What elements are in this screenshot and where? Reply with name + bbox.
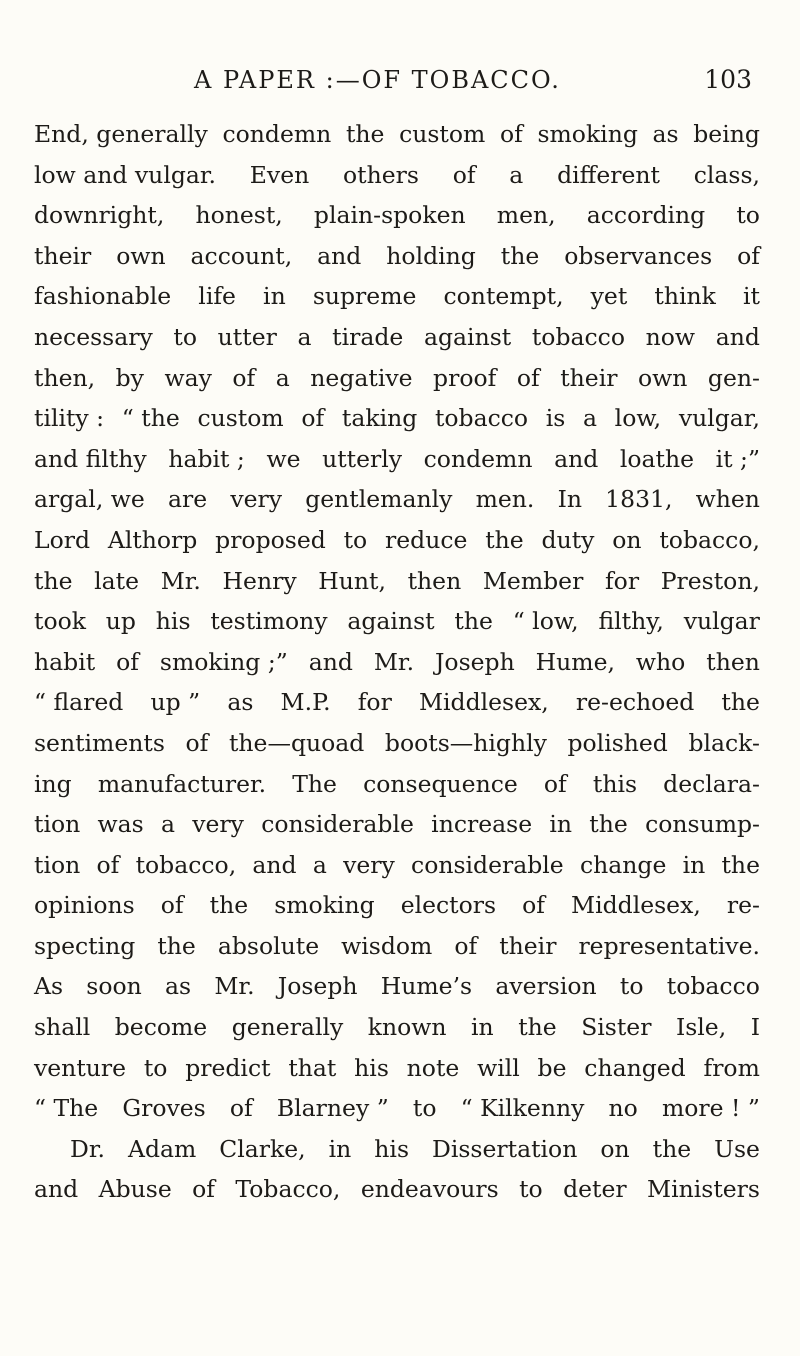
word: Hume’s bbox=[380, 972, 473, 1001]
word: Blarney ” bbox=[276, 1094, 389, 1123]
word: men, bbox=[496, 201, 556, 230]
word: late bbox=[94, 566, 140, 595]
word: downright, bbox=[34, 201, 165, 230]
word: think bbox=[654, 282, 716, 311]
word: be bbox=[537, 1053, 567, 1082]
word: “ Kilkenny bbox=[460, 1094, 585, 1123]
word: honest, bbox=[195, 201, 283, 230]
word: to bbox=[143, 1053, 168, 1082]
word: “ low, bbox=[512, 607, 579, 636]
word: to bbox=[173, 322, 198, 351]
word: to bbox=[519, 1175, 543, 1204]
word: up ” bbox=[150, 688, 201, 717]
text-line bbox=[34, 114, 760, 155]
word: “ the bbox=[121, 404, 180, 433]
word: filthy, bbox=[598, 607, 664, 636]
word: the bbox=[34, 566, 73, 595]
word: deter bbox=[563, 1175, 627, 1204]
word: consequence bbox=[363, 769, 518, 798]
word: aversion bbox=[495, 972, 597, 1001]
word: and bbox=[317, 241, 362, 270]
word: black- bbox=[688, 728, 760, 757]
word: and bbox=[715, 322, 760, 351]
word: as bbox=[165, 972, 192, 1001]
word: of bbox=[96, 850, 120, 879]
word: of bbox=[522, 891, 545, 920]
word: Mr. bbox=[373, 647, 415, 676]
word: their bbox=[34, 241, 92, 270]
text-line bbox=[34, 398, 760, 439]
word: this bbox=[592, 769, 638, 798]
word: very bbox=[192, 810, 244, 839]
text-line bbox=[34, 317, 760, 358]
word: The bbox=[292, 769, 337, 798]
word: Middlesex, bbox=[418, 688, 549, 717]
word: way bbox=[164, 363, 212, 392]
word: tion bbox=[34, 850, 81, 879]
word: to bbox=[343, 525, 368, 554]
word: supreme bbox=[312, 282, 417, 311]
text-line bbox=[34, 682, 760, 723]
word: in bbox=[471, 1013, 494, 1042]
word: of bbox=[499, 120, 523, 148]
word: against bbox=[347, 607, 435, 636]
word: the bbox=[345, 120, 385, 148]
word: of bbox=[301, 404, 325, 433]
text-line bbox=[34, 358, 760, 399]
word: his bbox=[374, 1134, 410, 1163]
text-line bbox=[34, 1007, 760, 1048]
word: necessary bbox=[34, 322, 153, 351]
word: condemn bbox=[423, 444, 533, 473]
word: now bbox=[645, 322, 696, 351]
word: tobacco, bbox=[135, 850, 237, 879]
word: note bbox=[406, 1053, 460, 1082]
word: Isle, bbox=[675, 1013, 727, 1042]
word: it ;” bbox=[715, 444, 760, 473]
word: that bbox=[288, 1053, 337, 1082]
text-line bbox=[34, 723, 760, 764]
word: was bbox=[97, 810, 144, 839]
word: for bbox=[357, 688, 392, 717]
word: the—quoad bbox=[228, 728, 365, 757]
word: ing bbox=[34, 769, 72, 798]
word: contempt, bbox=[443, 282, 564, 311]
word: then bbox=[706, 647, 760, 676]
word: we bbox=[266, 444, 301, 473]
word: smoking bbox=[537, 120, 638, 148]
word: of bbox=[232, 363, 256, 392]
word: the bbox=[518, 1013, 557, 1042]
word: Member bbox=[482, 566, 584, 595]
word: a bbox=[509, 160, 524, 189]
word: Preston, bbox=[660, 566, 760, 595]
word: duty bbox=[541, 525, 595, 554]
word: in bbox=[263, 282, 286, 311]
word: of bbox=[192, 1175, 215, 1204]
word: tion bbox=[34, 810, 81, 839]
text-line bbox=[34, 520, 760, 561]
word: boots—highly bbox=[384, 728, 547, 757]
word: are bbox=[167, 485, 208, 514]
word: tirade bbox=[332, 322, 404, 351]
word: Lord bbox=[34, 525, 91, 554]
word: Henry bbox=[222, 566, 297, 595]
word: his bbox=[155, 607, 191, 636]
word: utter bbox=[217, 322, 277, 351]
word: on bbox=[612, 525, 642, 554]
word: opinions bbox=[34, 891, 135, 920]
text-line bbox=[34, 276, 760, 317]
word: Tobacco, bbox=[235, 1175, 341, 1204]
word: endeavours bbox=[360, 1175, 499, 1204]
word: considerable bbox=[261, 810, 414, 839]
running-header bbox=[34, 60, 760, 100]
word: I bbox=[750, 1013, 760, 1042]
word: and bbox=[252, 850, 297, 879]
word: representative. bbox=[578, 931, 760, 960]
page-number: 103 bbox=[704, 65, 752, 94]
word: wisdom bbox=[341, 931, 433, 960]
word: in bbox=[328, 1134, 352, 1163]
word: to bbox=[736, 201, 760, 230]
word: plain-spoken bbox=[313, 201, 466, 230]
word: “ The bbox=[34, 1094, 99, 1123]
word: the bbox=[209, 891, 249, 920]
word: low, bbox=[614, 404, 662, 433]
word: Clarke, bbox=[219, 1134, 306, 1163]
word: re- bbox=[726, 891, 760, 920]
word: in bbox=[549, 810, 573, 839]
word: changed bbox=[584, 1053, 686, 1082]
word: from bbox=[703, 1053, 760, 1082]
word: of bbox=[516, 363, 540, 392]
word: more ! ” bbox=[661, 1094, 760, 1123]
running-title: A PAPER :—OF TOBACCO. bbox=[194, 66, 561, 94]
word: observances bbox=[564, 241, 713, 270]
word: generally bbox=[231, 1013, 344, 1042]
word: yet bbox=[590, 282, 628, 311]
word: to bbox=[619, 972, 644, 1001]
word: shall bbox=[34, 1013, 91, 1042]
word: venture bbox=[34, 1053, 127, 1082]
word: the bbox=[589, 810, 628, 839]
text-line bbox=[34, 804, 760, 845]
word: habit bbox=[34, 647, 96, 676]
word: in bbox=[682, 850, 706, 879]
word: condemn bbox=[222, 120, 332, 148]
word: the bbox=[157, 931, 196, 960]
word: In bbox=[557, 485, 582, 514]
word: Joseph bbox=[277, 972, 358, 1001]
text-line bbox=[34, 561, 760, 602]
text-line bbox=[34, 926, 760, 967]
word: of bbox=[454, 931, 478, 960]
word: a bbox=[297, 322, 312, 351]
word: consump- bbox=[645, 810, 760, 839]
word: absolute bbox=[217, 931, 320, 960]
word: different bbox=[557, 160, 660, 189]
word: custom bbox=[197, 404, 284, 433]
word: others bbox=[343, 160, 419, 189]
word: to bbox=[412, 1094, 437, 1123]
word: according bbox=[586, 201, 706, 230]
text-line bbox=[34, 966, 760, 1007]
word: specting bbox=[34, 931, 136, 960]
word: class, bbox=[693, 160, 760, 189]
word: M.P. bbox=[280, 688, 331, 717]
word: Hume, bbox=[535, 647, 615, 676]
word: up bbox=[105, 607, 136, 636]
word: the bbox=[721, 850, 760, 879]
word: gentlemanly bbox=[305, 485, 453, 514]
word: as bbox=[652, 120, 679, 148]
word: argal, we bbox=[34, 485, 145, 514]
word: a bbox=[160, 810, 175, 839]
word: it bbox=[743, 282, 760, 311]
text-line bbox=[34, 236, 760, 277]
text-line bbox=[34, 1048, 760, 1089]
word: habit ; bbox=[168, 444, 245, 473]
word: Sister bbox=[581, 1013, 652, 1042]
word: tility : bbox=[34, 404, 105, 433]
word: change bbox=[579, 850, 667, 879]
word: low and vulgar. bbox=[34, 160, 217, 189]
word: Ministers bbox=[647, 1175, 760, 1204]
word: Groves bbox=[122, 1094, 206, 1123]
word: a bbox=[275, 363, 290, 392]
word: and bbox=[554, 444, 599, 473]
word: Hunt, bbox=[318, 566, 386, 595]
word: custom bbox=[399, 120, 486, 148]
word: own bbox=[637, 363, 688, 392]
word: own bbox=[116, 241, 166, 270]
word: for bbox=[604, 566, 640, 595]
word: as bbox=[227, 688, 254, 717]
page-body bbox=[34, 114, 760, 1210]
word: their bbox=[499, 931, 557, 960]
text-line bbox=[34, 1129, 760, 1170]
text-line bbox=[34, 764, 760, 805]
word: account, bbox=[190, 241, 293, 270]
text-line bbox=[34, 845, 760, 886]
word: Even bbox=[249, 160, 310, 189]
word: a bbox=[582, 404, 597, 433]
word: End, generally bbox=[34, 120, 208, 148]
word: proposed bbox=[215, 525, 326, 554]
text-line bbox=[34, 439, 760, 480]
word: loathe bbox=[619, 444, 695, 473]
word: the bbox=[485, 525, 524, 554]
word: of bbox=[160, 891, 184, 920]
word: Use bbox=[714, 1134, 760, 1163]
word: 1831, bbox=[605, 485, 673, 514]
word: become bbox=[114, 1013, 208, 1042]
word: taking bbox=[341, 404, 418, 433]
word: Mr. bbox=[214, 972, 255, 1001]
text-line bbox=[34, 601, 760, 642]
word: on bbox=[600, 1134, 630, 1163]
word: of bbox=[185, 728, 209, 757]
text-line bbox=[34, 1169, 760, 1210]
text-line bbox=[34, 195, 760, 236]
word: gen- bbox=[707, 363, 760, 392]
word: Middlesex, bbox=[571, 891, 701, 920]
word: the bbox=[500, 241, 540, 270]
word: re-echoed bbox=[575, 688, 695, 717]
word: of bbox=[737, 241, 760, 270]
word: predict bbox=[185, 1053, 271, 1082]
word: electors bbox=[400, 891, 497, 920]
word: Joseph bbox=[435, 647, 515, 676]
word: who bbox=[635, 647, 686, 676]
word: “ flared bbox=[34, 688, 124, 717]
word: of bbox=[116, 647, 139, 676]
word: considerable bbox=[411, 850, 564, 879]
text-line bbox=[34, 642, 760, 683]
word: a bbox=[312, 850, 327, 879]
word: life bbox=[198, 282, 236, 311]
word: the bbox=[454, 607, 493, 636]
word: of bbox=[229, 1094, 253, 1123]
word: tobacco bbox=[666, 972, 760, 1001]
word: known bbox=[367, 1013, 447, 1042]
word: tobacco, bbox=[659, 525, 760, 554]
word: the bbox=[721, 688, 760, 717]
word: sentiments bbox=[34, 728, 165, 757]
word: and bbox=[34, 1175, 79, 1204]
word: very bbox=[230, 485, 283, 514]
word: Dissertation bbox=[432, 1134, 578, 1163]
word: polished bbox=[567, 728, 668, 757]
word: Adam bbox=[127, 1134, 197, 1163]
word: increase bbox=[431, 810, 533, 839]
word: of bbox=[452, 160, 476, 189]
word: fashionable bbox=[34, 282, 172, 311]
word: utterly bbox=[322, 444, 403, 473]
word: smoking bbox=[274, 891, 375, 920]
word: vulgar bbox=[683, 607, 760, 636]
word: smoking ;” bbox=[159, 647, 288, 676]
text-line bbox=[34, 885, 760, 926]
word: declara- bbox=[663, 769, 760, 798]
word: testimony bbox=[210, 607, 328, 636]
word: against bbox=[423, 322, 512, 351]
word: Abuse bbox=[98, 1175, 172, 1204]
word: reduce bbox=[385, 525, 468, 554]
word: very bbox=[343, 850, 395, 879]
word: and bbox=[308, 647, 353, 676]
word: tobacco bbox=[434, 404, 529, 433]
word: As bbox=[34, 972, 64, 1001]
word: then bbox=[407, 566, 462, 595]
word: is bbox=[545, 404, 566, 433]
word: took bbox=[34, 607, 86, 636]
text-line bbox=[34, 155, 760, 196]
word: will bbox=[477, 1053, 520, 1082]
word: men. bbox=[475, 485, 535, 514]
text-line bbox=[34, 479, 760, 520]
word: Althorp bbox=[107, 525, 198, 554]
word: holding bbox=[386, 241, 476, 270]
word: of bbox=[543, 769, 567, 798]
word: manufacturer. bbox=[97, 769, 267, 798]
text-line bbox=[34, 1088, 760, 1129]
word: no bbox=[608, 1094, 638, 1123]
word: by bbox=[115, 363, 144, 392]
word: soon bbox=[86, 972, 142, 1001]
word: being bbox=[693, 120, 760, 148]
word: then, bbox=[34, 363, 96, 392]
word: Mr. bbox=[160, 566, 201, 595]
word: the bbox=[652, 1134, 692, 1163]
word: negative bbox=[310, 363, 413, 392]
word: their bbox=[560, 363, 618, 392]
word: and filthy bbox=[34, 444, 147, 473]
word: proof bbox=[433, 363, 497, 392]
word: tobacco bbox=[531, 322, 625, 351]
word: his bbox=[354, 1053, 389, 1082]
word: Dr. bbox=[70, 1134, 105, 1163]
word: vulgar, bbox=[678, 404, 760, 433]
word: when bbox=[695, 485, 760, 514]
